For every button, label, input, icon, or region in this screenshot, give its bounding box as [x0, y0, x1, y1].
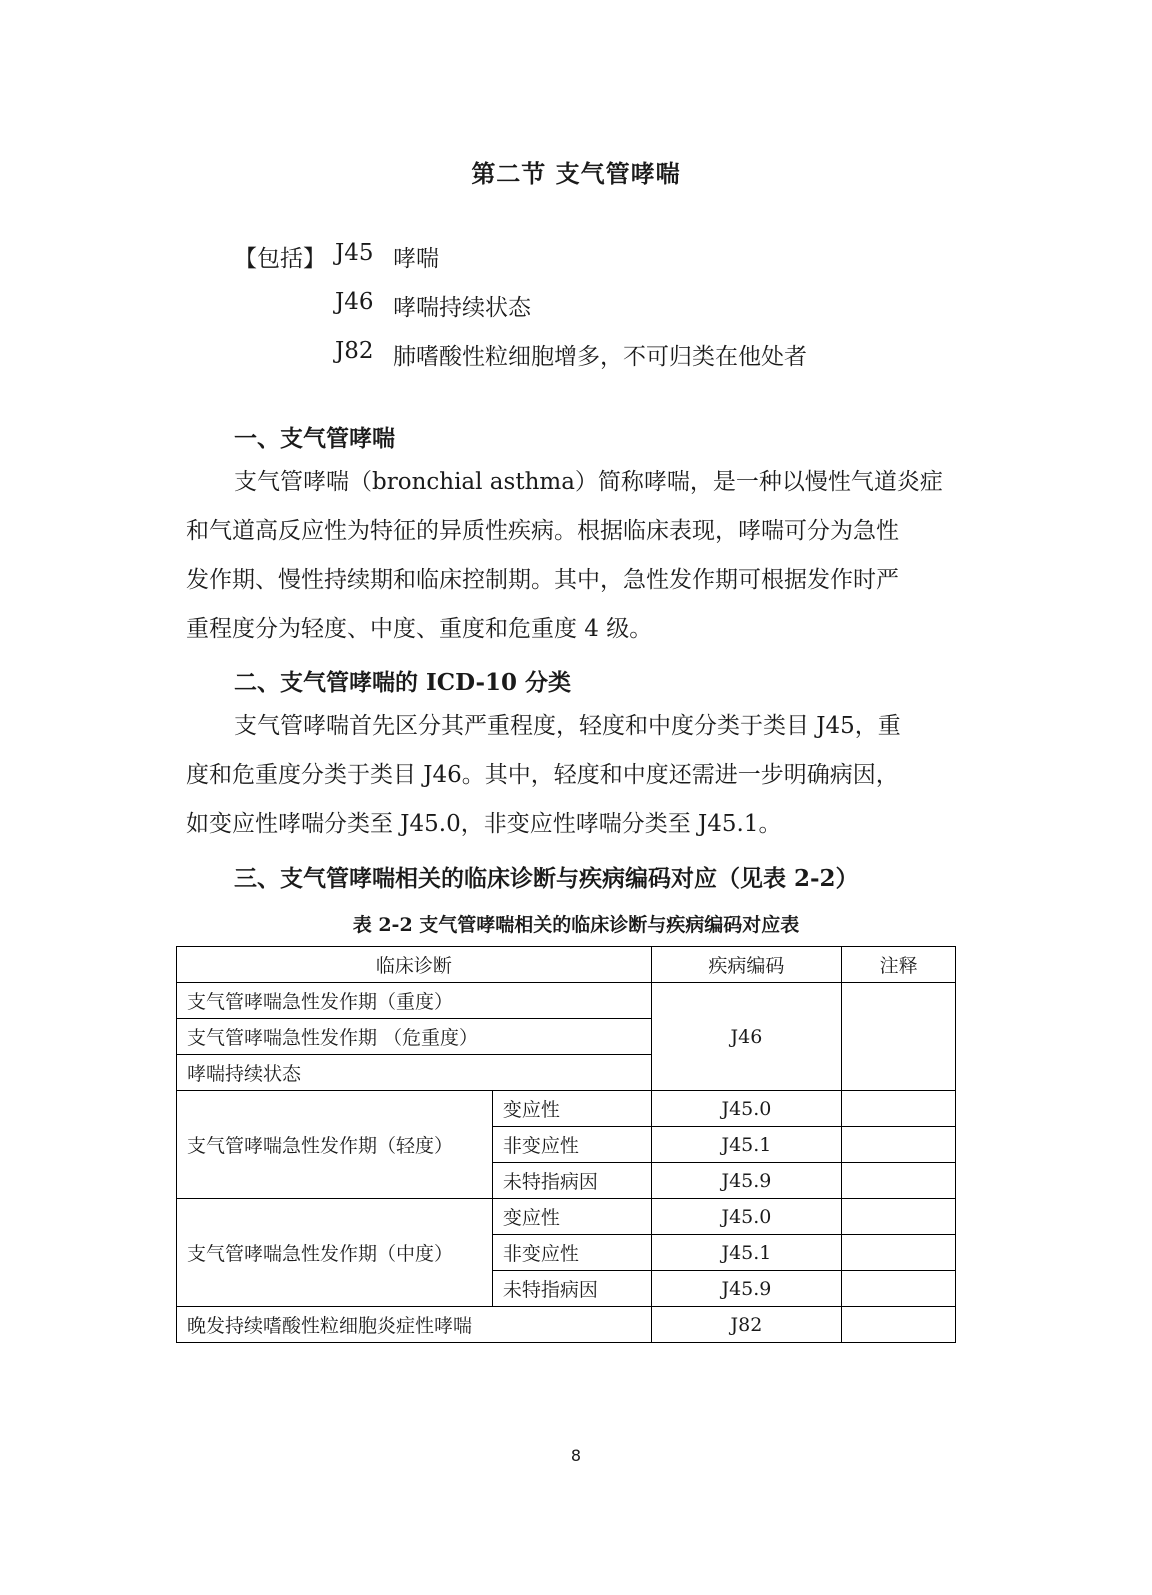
notes-cell — [842, 1199, 956, 1235]
include-desc: 肺嗜酸性粒细胞增多，不可归类在他处者 — [393, 344, 807, 370]
section-heading: 三、支气管哮喘相关的临床诊断与疾病编码对应（见表 2-2） — [234, 865, 859, 892]
include-code: J45 — [335, 240, 374, 266]
subtype-cell: 变应性 — [492, 1091, 651, 1127]
include-code: J82 — [335, 338, 374, 364]
subtype-cell: 未特指病因 — [492, 1271, 651, 1307]
section-heading: 一、支气管哮喘 — [234, 425, 395, 452]
diagnosis-cell: 支气管哮喘急性发作期（重度） — [177, 983, 652, 1019]
code-cell: J45.9 — [651, 1163, 842, 1199]
include-desc: 哮喘 — [393, 246, 439, 272]
paragraph-line: 重程度分为轻度、中度、重度和危重度 4 级。 — [186, 616, 653, 642]
diagnosis-code-table — [176, 946, 956, 1343]
code-cell: J46 — [651, 983, 842, 1091]
paragraph-line: 发作期、慢性持续期和临床控制期。其中，急性发作期可根据发作时严 — [186, 567, 899, 593]
table-row — [177, 1199, 956, 1235]
table-caption: 表 2-2 支气管哮喘相关的临床诊断与疾病编码对应表 — [352, 914, 800, 936]
notes-cell — [842, 983, 956, 1091]
table-header-row — [177, 947, 956, 983]
table-row — [177, 1091, 956, 1127]
page-number: 8 — [570, 1446, 582, 1465]
include-desc: 哮喘持续状态 — [393, 295, 531, 321]
paragraph-line: 和气道高反应性为特征的异质性疾病。根据临床表现，哮喘可分为急性 — [186, 518, 899, 544]
subtype-cell: 非变应性 — [492, 1127, 651, 1163]
code-cell: J45.9 — [651, 1271, 842, 1307]
paragraph-line: 如变应性哮喘分类至 J45.0，非变应性哮喘分类至 J45.1。 — [186, 811, 782, 837]
subtype-cell: 变应性 — [492, 1199, 651, 1235]
paragraph-line: 支气管哮喘首先区分其严重程度，轻度和中度分类于类目 J45，重 — [234, 713, 901, 739]
notes-cell — [842, 1127, 956, 1163]
header-diagnosis: 临床诊断 — [177, 947, 652, 983]
section-heading: 二、支气管哮喘的 ICD-10 分类 — [234, 669, 572, 696]
subtype-cell: 非变应性 — [492, 1235, 651, 1271]
diagnosis-cell: 哮喘持续状态 — [177, 1055, 652, 1091]
include-code: J46 — [335, 289, 374, 315]
code-cell: J45.1 — [651, 1235, 842, 1271]
code-cell: J82 — [651, 1307, 842, 1343]
notes-cell — [842, 1163, 956, 1199]
paragraph-line: 度和危重度分类于类目 J46。其中，轻度和中度还需进一步明确病因， — [186, 762, 899, 788]
table-row — [177, 1307, 956, 1343]
table-row — [177, 983, 956, 1019]
notes-cell — [842, 1271, 956, 1307]
code-cell: J45.1 — [651, 1127, 842, 1163]
page-title: 第二节 支气管哮喘 — [471, 159, 681, 188]
code-cell: J45.0 — [651, 1091, 842, 1127]
header-notes: 注释 — [842, 947, 956, 983]
notes-cell — [842, 1091, 956, 1127]
header-code: 疾病编码 — [651, 947, 842, 983]
code-cell: J45.0 — [651, 1199, 842, 1235]
diagnosis-cell: 支气管哮喘急性发作期（轻度） — [177, 1091, 493, 1199]
diagnosis-cell: 支气管哮喘急性发作期（中度） — [177, 1199, 493, 1307]
subtype-cell: 未特指病因 — [492, 1163, 651, 1199]
notes-cell — [842, 1307, 956, 1343]
diagnosis-cell: 支气管哮喘急性发作期 （危重度） — [177, 1019, 652, 1055]
notes-cell — [842, 1235, 956, 1271]
paragraph-line: 支气管哮喘（bronchial asthma）简称哮喘，是一种以慢性气道炎症 — [234, 469, 943, 495]
includes-label: 【包括】 — [234, 246, 326, 272]
diagnosis-cell: 晚发持续嗜酸性粒细胞炎症性哮喘 — [177, 1307, 652, 1343]
